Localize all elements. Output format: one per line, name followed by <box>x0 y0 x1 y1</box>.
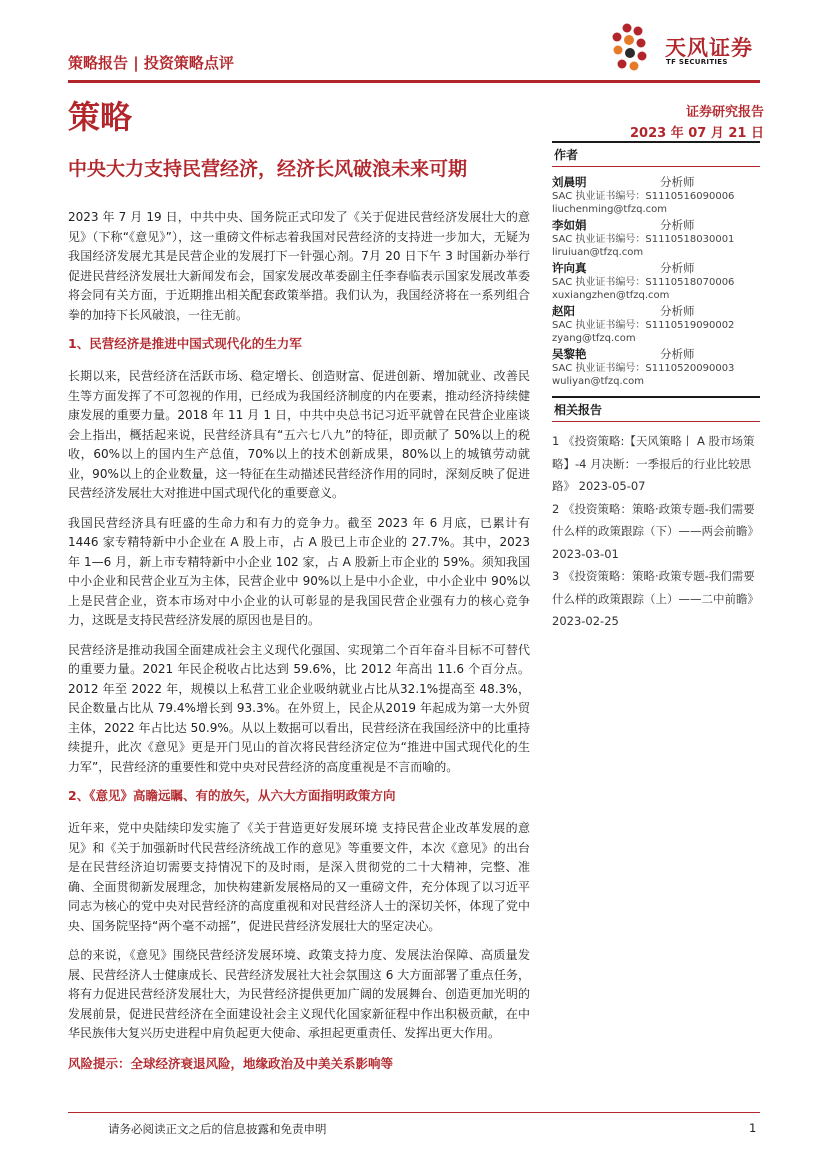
related-report-link[interactable]: 3 《投资策略：策略·政策专题-我们需要什么样的政策跟踪（上）——二中前瞻》 2023-02-25 <box>552 569 759 628</box>
sidebar <box>552 141 760 633</box>
risk-warning: 风险提示：全球经济衰退风险，地缘政治及中美关系影响等 <box>68 1055 394 1071</box>
author-entry <box>552 218 760 259</box>
document-type: 证券研究报告 <box>685 105 764 120</box>
author-certificate: SAC 执业证书编号：S1110518070006 <box>552 277 735 288</box>
related-report-link[interactable]: 1 《投资策略:【天风策略丨 A 股市场策略】-4 月决断：一季报后的行业比较思路》 2023-05-07 <box>552 434 755 493</box>
author-entry <box>552 304 760 345</box>
author-email[interactable]: liuchenming@tfzq.com <box>552 204 667 215</box>
author-email[interactable]: wuliyan@tfzq.com <box>552 376 645 387</box>
author-certificate: SAC 执业证书编号：S1110520090003 <box>552 363 735 374</box>
footer-disclaimer: 请务必阅读正文之后的信息披露和免责申明 <box>108 1122 327 1136</box>
author-entry <box>552 175 760 216</box>
author-name: 许向真 <box>552 261 587 275</box>
section-2-paragraph-1: 近年来，党中央陆续印发实施了《关于营造更好发展环境 支持民营企业改革发展的意见》和《关于加强新时代民营经济统战工作的意见》等重要文件，本次《意见》的出台是在民营经济迫切需要支持情况下的及时雨，是深入贯彻党的二十大精神，完整、准确、全面贯彻新发展理念，加快构建新发展格局的又一重磅文件，充分体现了以习近平同志为核心的党中央对民营经济的高度重视和对民营经济人士的深切关怀，体现了党中央、国务院坚持“两个毫不动摇”，促进民营经济发展壮大的坚定决心。 <box>68 821 530 933</box>
logo-chinese-name: 天风证券 <box>665 36 753 60</box>
author-certificate: SAC 执业证书编号：S1110516090006 <box>552 191 735 202</box>
section-1-paragraph-3: 民营经济是推动我国全面建成社会主义现代化强国、实现第二个百年奋斗目标不可替代的重要力量。2021 年民企税收占比达到 59.6%，比 2012 年高出 11.6 个百分点。2012 年至 2022 年，规模以上私营工业企业吸纳就业占比从32.1%提高至 48.3%，民企数量占比从 79.4%增长到 93.3%。在外贸上，民企从2019 年起成为第一大外贸主体，2022 年占比达 50.9%。从以上数据可以看出，民营经济在我国经济中的比重持续提升，此次《意见》更是开门见山的首次将民营经济定位为“推进中国式现代化的生力军”，民营经济的重要性和党中央对民营经济的高度重视是不言而喻的。 <box>68 642 530 774</box>
footer-divider <box>68 1112 760 1113</box>
section-2-paragraph-2: 总的来说，《意见》围绕民营经济发展环境、政策支持力度、发展法治保障、高质量发展、民营经济人士健康成长、民营经济发展社大社会氛围这 6 大方面部署了重点任务，将有力促进民营经济发展壮大，为民营经济提供更加广阔的发展舞台、创造更加光明的发展前景，促进民营经济在全面建设社会主义现代化国家新征程中作出积极贡献，在中华民族伟大复兴历史进程中肩负起更大使命、承担起更重责任、发挥出更大作用。 <box>68 948 530 1040</box>
header-divider <box>68 80 760 83</box>
logo-english-name: TF SECURITIES <box>666 58 728 66</box>
author-entry <box>552 261 760 302</box>
author-role: 分析师 <box>660 218 695 232</box>
related-report-link[interactable]: 2 《投资策略：策略·政策专题-我们需要什么样的政策跟踪（下）——两会前瞻》 2023-03-01 <box>552 501 759 561</box>
author-role: 分析师 <box>660 175 695 189</box>
author-email[interactable]: zyang@tfzq.com <box>552 333 636 344</box>
logo-dots-icon <box>609 22 659 72</box>
report-headline: 中央大力支持民营经济，经济长风破浪未来可期 <box>68 158 468 180</box>
intro-paragraph: 2023 年 7 月 19 日，中共中央、国务院正式印发了《关于促进民营经济发展壮大的意见》（下称“《意见》”），这一重磅文件标志着我国对民营经济的支持进一步加大，无疑为我国经济发展尤其是民营企业的发展打下一针强心剂。7月 20 日下午 3 时国新办举行促进民营经济发展壮大新闻发布会，国家发展改革委副主任李春临表示国家发展改革委将会同有关方面，于近期推出相关配套政策举措。我们认为，我国经济将在一系列组合拳的加持下长风破浪，一往无前。 <box>68 210 530 322</box>
section-1-heading: 1、民营经济是推进中国式现代化的生力军 <box>68 336 302 351</box>
section-1-paragraph-2: 我国民营经济具有旺盛的生命力和有力的竞争力。截至 2023 年 6 月底，已累计有 1446 家专精特新中小企业在 A 股上市，占 A 股已上市企业的 27.7%。其中，2023 年 1—6 月，新上市专精特新中小企业 102 家，占 A 股新上市企业的 59%。须知我国中小企业和民营企业互为主体，民营企业中 90%以上是中小企业，中小企业中 90%以上是民营企业，资本市场对中小企业的认可彰显的是我国民营企业强有力的核心竞争力，这既是支持民营经济发展的原因也是目的。 <box>68 515 530 627</box>
section-1-paragraph-1: 长期以来，民营经济在活跃市场、稳定增长、创造财富、促进创新、增加就业、改善民生等方面发挥了不可忽视的作用，已经成为我国经济制度的内在要素，推动经济持续健康发展的重要力量。2018 年 11 月 1 日，中共中央总书记习近平就曾在民营企业座谈会上指出，概括起来说，民营经济具有“五六七八九”的特征，即贡献了 50%以上的税收，60%以上的国内生产总值，70%以上的技术创新成果，80%以上的城镇劳动就业，90%以上的企业数量，这一特征在生动描述民营经济作用的同时，深刻反映了促进民营经济发展壮大对推进中国式现代化的重要意义。 <box>68 369 530 500</box>
author-email[interactable]: xuxiangzhen@tfzq.com <box>552 290 670 301</box>
main-content <box>68 208 530 1072</box>
author-role: 分析师 <box>660 347 695 361</box>
related-reports-heading: 相关报告 <box>552 396 760 422</box>
author-role: 分析师 <box>660 261 695 275</box>
author-name: 刘晨明 <box>552 175 587 189</box>
author-name: 李如娟 <box>552 218 587 232</box>
author-role: 分析师 <box>660 304 695 318</box>
page-number: 1 <box>749 1121 757 1135</box>
report-section-title: 策略 <box>68 98 133 136</box>
author-email[interactable]: liruiuan@tfzq.com <box>552 247 644 258</box>
author-certificate: SAC 执业证书编号：S1110519090002 <box>552 320 735 331</box>
author-name: 赵阳 <box>552 304 575 318</box>
report-category: 策略报告 | 投资策略点评 <box>68 54 234 72</box>
section-2-heading: 2、《意见》高瞻远瞩、有的放矢，从六大方面指明政策方向 <box>68 788 396 803</box>
author-name: 吴黎艳 <box>552 347 587 361</box>
author-entry <box>552 347 760 388</box>
authors-heading: 作者 <box>552 141 760 167</box>
company-logo <box>609 22 769 72</box>
report-date: 2023 年 07 月 21 日 <box>630 126 764 141</box>
author-certificate: SAC 执业证书编号：S1110518030001 <box>552 234 735 245</box>
